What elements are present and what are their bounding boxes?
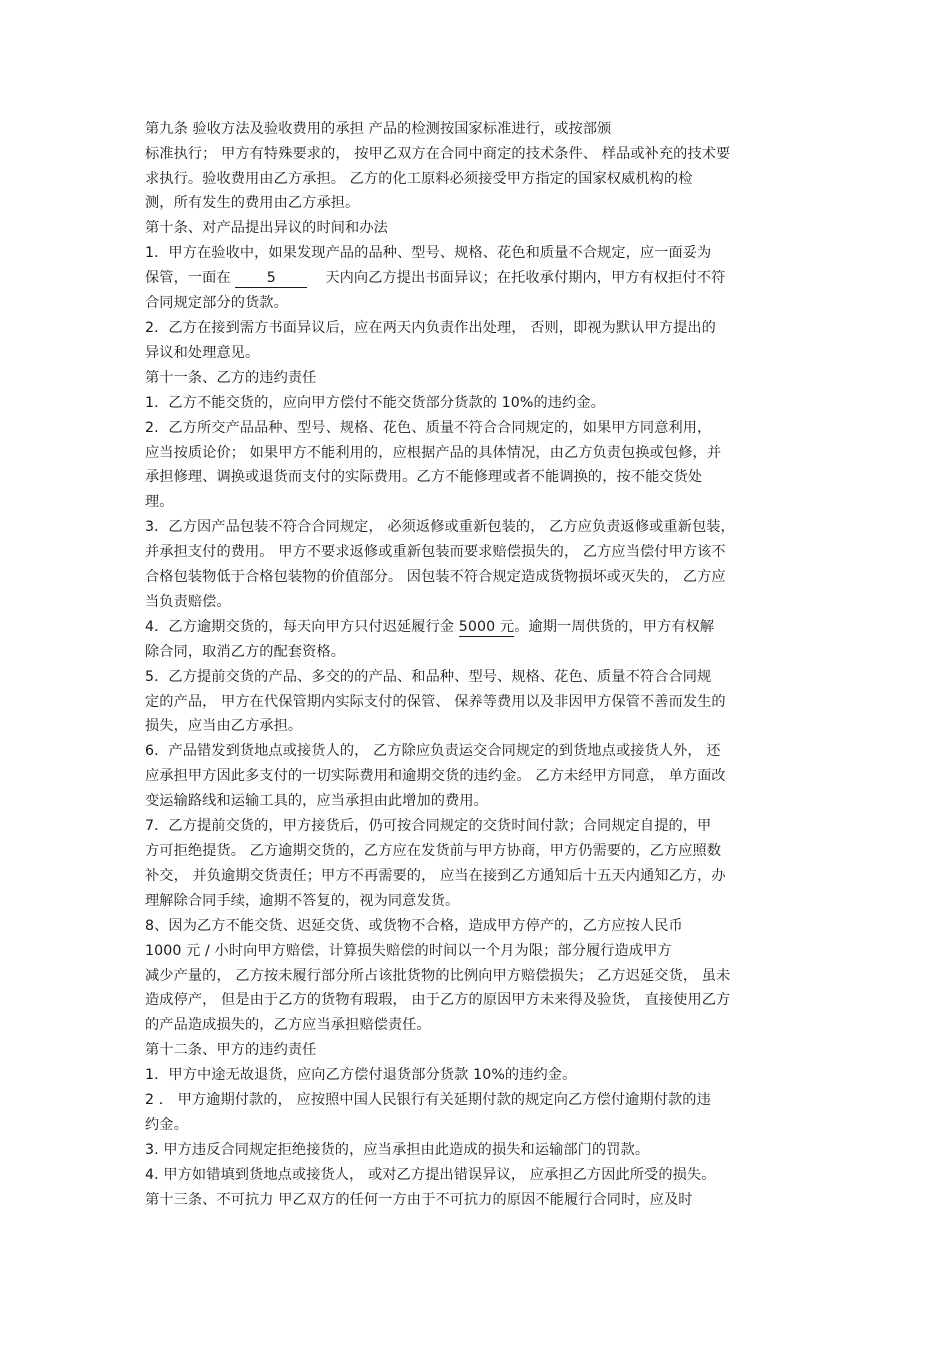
text-line: [145, 392, 605, 414]
text-line: 合同规定部分的货款。: [145, 295, 288, 311]
text-line: 应当按质论价； 如果甲方不能利用的，应根据产品的具体情况，由乙方负责包换或包修，并: [145, 445, 722, 461]
text-line: [145, 267, 725, 289]
late-fee-amount: 5000 元: [458, 619, 515, 635]
text-line: [145, 616, 714, 638]
text-line: 2．乙方在接到需方书面异议后，应在两天内负责作出处理， 否则，即视为默认甲方提出的: [145, 320, 716, 336]
text-line: 补交， 并负逾期交货责任；甲方不再需要的， 应当在接到乙方通知后十五天内通知乙方，办: [145, 868, 726, 884]
text-line: 6．产品错发到货地点或接货人的， 乙方除应负责运交合同规定的到货地点或接货人外， 还: [145, 743, 721, 759]
text-fragment: 的违约金。: [533, 395, 605, 411]
text-line: 除合同，取消乙方的配套资格。: [145, 644, 346, 660]
text-line: 1000 元 / 小时向甲方赔偿，计算损失赔偿的时间以一个月为限；部分履行造成甲方: [145, 943, 672, 959]
text-line: 合格包装物低于合格包装物的价值部分。 因包装不符合规定造成货物损坏或灭失的， 乙方应: [145, 569, 726, 585]
text-line: 理。: [145, 494, 174, 510]
text-line: 8、因为乙方不能交货、迟延交货、或货物不合格，造成甲方停产的，乙方应按人民币: [145, 918, 683, 934]
text-line: 异议和处理意见。: [145, 345, 260, 361]
text-line: 求执行。验收费用由乙方承担。 乙方的化工原料必须接受甲方指定的国家权威机构的检: [145, 171, 693, 187]
text-line: 2 ． 甲方逾期付款的， 应按照中国人民银行有关延期付款的规定向乙方偿付逾期付款的违: [145, 1092, 711, 1108]
text-fragment: 1．乙方不能交货的，应向甲方偿付不能交货部分货款的: [145, 395, 502, 411]
text-line: 约金。: [145, 1117, 188, 1133]
penalty-rate: 10%: [501, 395, 534, 411]
text-fragment: 天内向乙方提出书面异议；在托收承付期内，甲方有权拒付不符: [325, 270, 726, 286]
clause-13-heading: 第十三条、不可抗力 甲乙双方的任何一方由于不可抗力的原因不能履行合同时，应及时: [145, 1192, 693, 1208]
text-line: 当负责赔偿。: [145, 594, 231, 610]
text-line: 损失，应当由乙方承担。: [145, 718, 303, 734]
text-line: 2．乙方所交产品品种、型号、规格、花色、质量不符合合同规定的，如果甲方同意利用，: [145, 420, 712, 436]
text-fragment: 。逾期一周供货的，甲方有权解: [514, 619, 715, 635]
text-line: 4. 甲方如错填到货地点或接货人， 或对乙方提出错误异议， 应承担乙方因此所受的损失。: [145, 1167, 716, 1183]
text-line: 的产品造成损失的，乙方应当承担赔偿责任。: [145, 1017, 431, 1033]
text-fragment: 4．乙方逾期交货的，每天向甲方只付迟延履行金: [145, 619, 459, 635]
text-line: 减少产量的， 乙方按未履行部分所占该批货物的比例向甲方赔偿损失； 乙方迟延交货， 虽未: [145, 968, 731, 984]
clause-11-heading: 第十一条、乙方的违约责任: [145, 370, 317, 386]
text-line: 7．乙方提前交货的，甲方接货后，仍可按合同规定的交货时间付款；合同规定自提的，甲: [145, 818, 712, 834]
clause-9-title-line: 第九条 验收方法及验收费用的承担 产品的检测按国家标准进行，或按部颁: [145, 121, 612, 137]
text-line: 5．乙方提前交货的产品、多交的的产品、和品种、型号、规格、花色、质量不符合合同规: [145, 669, 712, 685]
text-line: 方可拒绝提货。 乙方逾期交货的，乙方应在发货前与甲方协商，甲方仍需要的，乙方应照数: [145, 843, 722, 859]
text-line: 造成停产， 但是由于乙方的货物有瑕瑕， 由于乙方的原因甲方未来得及验货， 直接使用乙方: [145, 992, 731, 1008]
clause-12-heading: 第十二条、甲方的违约责任: [145, 1042, 317, 1058]
penalty-rate: 10%: [473, 1067, 505, 1083]
text-fragment: 的违约金。: [504, 1067, 577, 1083]
text-line: 变运输路线和运输工具的，应当承担由此增加的费用。: [145, 793, 488, 809]
text-line: 3．乙方因产品包装不符合合同规定， 必须返修或重新包装的， 乙方应负责返修或重新包装，: [145, 519, 735, 535]
text-fragment: 1．甲方中途无故退货，应向乙方偿付退货部分货款: [145, 1067, 474, 1083]
text-line: 测，所有发生的费用由乙方承担。: [145, 195, 360, 211]
text-line: 承担修理、调换或退货而支付的实际费用。乙方不能修理或者不能调换的，按不能交货处: [145, 469, 703, 485]
text-line: 1．甲方在验收中，如果发现产品的品种、型号、规格、花色和质量不合规定，应一面妥为: [145, 245, 712, 261]
text-line: 标准执行； 甲方有特殊要求的， 按甲乙双方在合同中商定的技术条件、 样品或补充的技术要: [145, 146, 731, 162]
clause-10-heading: 第十条、对产品提出异议的时间和办法: [145, 220, 388, 236]
text-line: 3. 甲方违反合同规定拒绝接货的，应当承担由此造成的损失和运输部门的罚款。: [145, 1142, 650, 1158]
text-fragment: 保管，一面在: [145, 270, 236, 286]
text-line: [145, 1064, 576, 1086]
text-line: 定的产品， 甲方在代保管期内实际支付的保管、 保养等费用以及非因甲方保管不善而发生的: [145, 694, 726, 710]
text-line: 理解除合同手续，逾期不答复的，视为同意发货。: [145, 893, 460, 909]
text-line: 应承担甲方因此多支付的一切实际费用和逾期交货的违约金。 乙方未经甲方同意， 单方面改: [145, 768, 726, 784]
text-line: 并承担支付的费用。 甲方不要求返修或重新包装而要求赔偿损失的， 乙方应当偿付甲方该不: [145, 544, 726, 560]
days-blank: 5: [235, 270, 307, 288]
